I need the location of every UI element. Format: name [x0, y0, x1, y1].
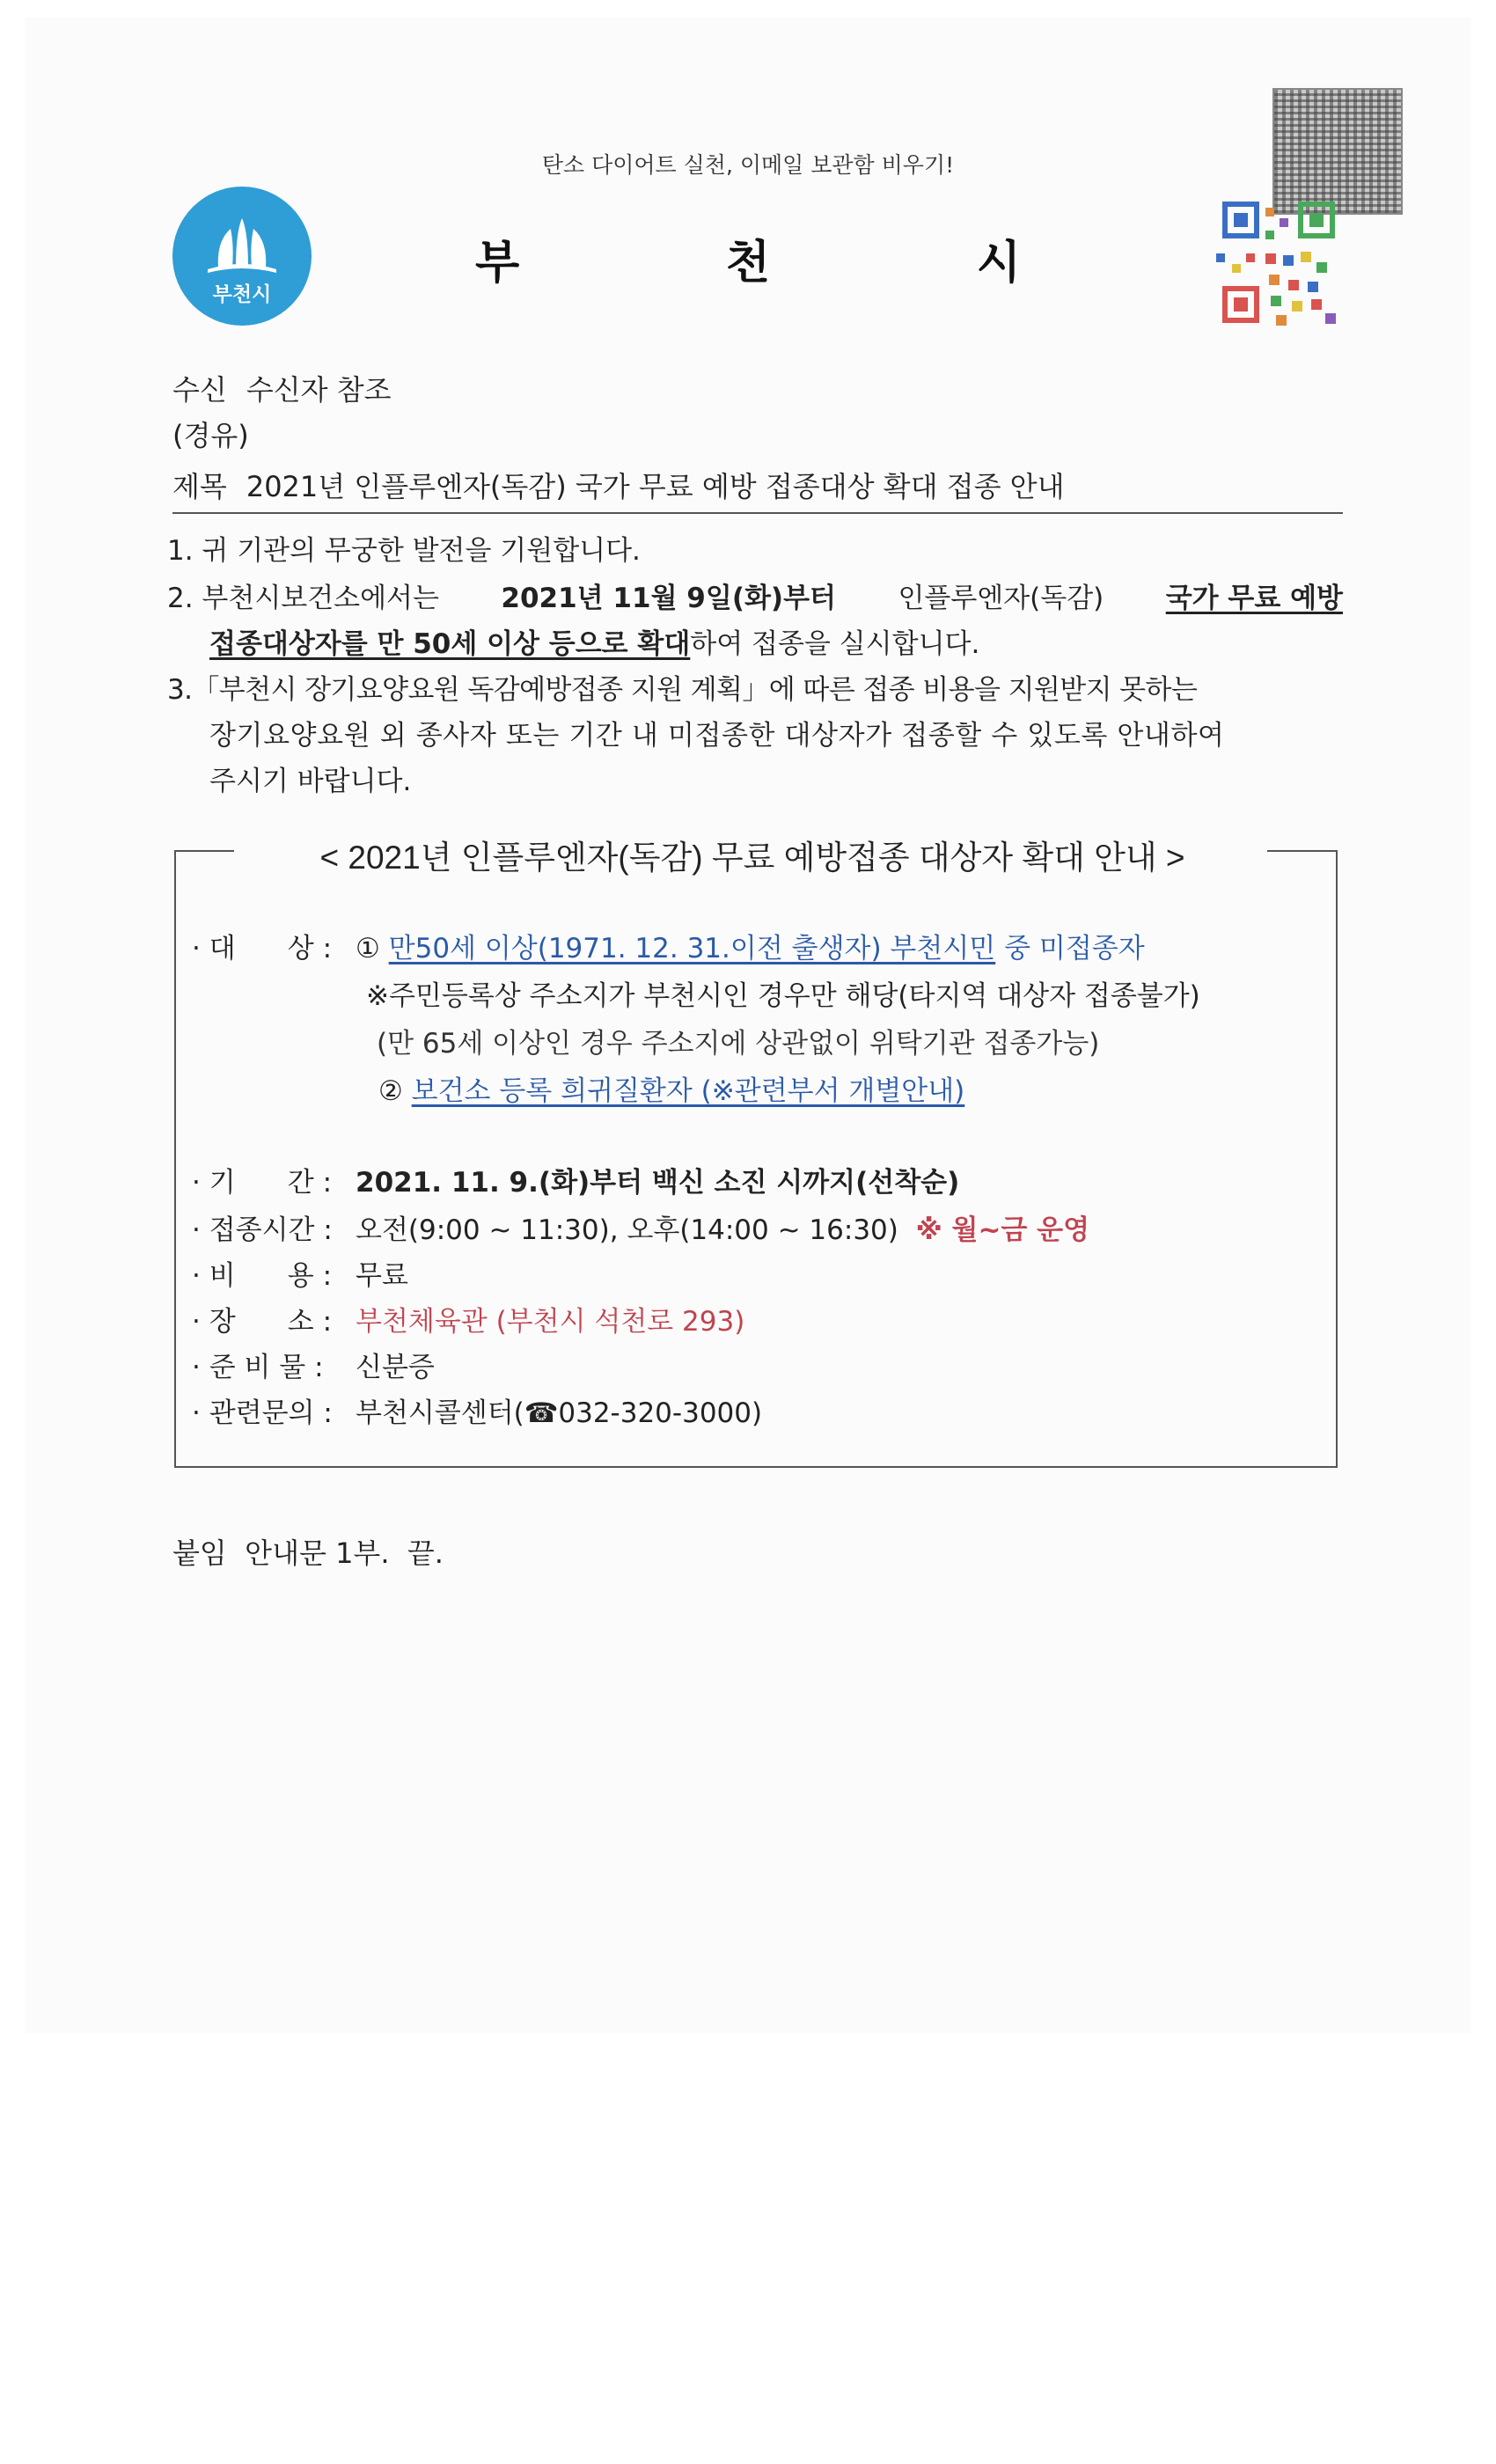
attachment-line: 붙임 안내문 1부. 끝.	[172, 1536, 444, 1570]
p2-date: 2021년 11월 9일(화)부터	[501, 583, 836, 614]
items-value: 신분증	[356, 1352, 435, 1383]
cost-key: · 비 용 :	[192, 1260, 333, 1292]
paragraph-3-line-1: 3.「부천시 장기요양요원 독감예방접종 지원 계획」에 따른 접종 비용을 지원받지 못하는	[167, 674, 1198, 706]
notice-box-title: < 2021년 인플루엔자(독감) 무료 예방접종 대상자 확대 안내 >	[319, 840, 1185, 876]
p2-end: 하여 접종을 실시합니다.	[690, 628, 980, 660]
place-value: 부천체육관 (부천시 석천로 293)	[356, 1306, 745, 1338]
via-label: (경유)	[172, 419, 249, 452]
period-row	[192, 1160, 959, 1199]
p2-highlight-b: 접종대상자를 만 50세 이상 등으로 확대	[209, 628, 691, 660]
slogan: 탄소 다이어트 실천, 이메일 보관함 비우기!	[541, 152, 955, 178]
target-2-link: 보건소 등록 희귀질환자 (※관련부서 개별안내)	[411, 1075, 965, 1107]
organization-title	[475, 227, 1021, 289]
target-1-note: ※주민등록상 주소지가 부천시인 경우만 해당(타지역 대상자 접종불가)	[366, 980, 1200, 1012]
org-char: 천	[725, 236, 771, 290]
bucheon-logo	[172, 187, 312, 326]
notice-box-top-left	[174, 850, 234, 852]
period-key: · 기 간 :	[192, 1167, 333, 1199]
qr-code-icon	[1272, 88, 1403, 215]
org-char: 시	[976, 236, 1021, 290]
city-brand-qr-icon	[1213, 201, 1345, 333]
hours-note: ※ 월~금 운영	[915, 1214, 1090, 1246]
recipient-value: 수신자 참조	[246, 373, 392, 407]
notice-box-top-right	[1267, 850, 1336, 852]
contact-key: · 관련문의 :	[192, 1397, 333, 1429]
subject-row	[172, 465, 1065, 505]
target-1-link: 만50세 이상(1971. 12. 31.이전 출생자) 부천시민	[388, 933, 996, 964]
hours-value: 오전(9:00 ~ 11:30), 오후(14:00 ~ 16:30)	[356, 1214, 898, 1246]
subject-label: 제목	[172, 470, 227, 503]
target-2-num: ②	[378, 1075, 403, 1107]
contact-value: 부천시콜센터(☎032-320-3000)	[356, 1397, 763, 1429]
subject-value: 2021년 인플루엔자(독감) 국가 무료 예방 접종대상 확대 접종 안내	[246, 470, 1065, 503]
header-divider	[172, 512, 1343, 514]
recipient-row	[172, 368, 392, 408]
paragraph-1: 1. 귀 기관의 무궁한 발전을 기원합니다.	[167, 535, 641, 567]
period-value: 2021. 11. 9.(화)부터 백신 소진 시까지(선착순)	[356, 1167, 960, 1199]
cost-value: 무료	[356, 1260, 408, 1292]
org-char: 부	[475, 236, 520, 290]
target-1-rest: 중 미접종자	[1004, 933, 1145, 964]
hours-key: · 접종시간 :	[192, 1214, 333, 1246]
paragraph-2-line-1	[167, 576, 1343, 615]
target-1-num: ①	[356, 933, 380, 964]
cost-row	[192, 1253, 408, 1293]
recipient-label: 수신	[172, 373, 227, 407]
target-row-2	[378, 1068, 964, 1108]
place-row	[192, 1299, 744, 1338]
contact-row	[192, 1390, 762, 1430]
paragraph-3-line-3: 주시기 바랍니다.	[209, 766, 412, 797]
p2-prefix: 2. 부천시보건소에서는	[167, 583, 439, 614]
paragraph-2-line-2	[209, 621, 979, 661]
logo-text: 부천시	[212, 283, 272, 306]
via-row	[172, 414, 249, 454]
items-row	[192, 1345, 435, 1384]
p2-mid: 인플루엔자(독감)	[898, 583, 1104, 614]
hours-row	[192, 1207, 1089, 1247]
items-key: · 준 비 물 :	[192, 1352, 324, 1383]
paragraph-3-line-2: 장기요양요원 외 종사자 또는 기간 내 미접종한 대상자가 접종할 수 있도록 안내하여	[209, 720, 1225, 752]
p2-highlight-a: 국가 무료 예방	[1165, 583, 1343, 614]
target-1-sub: (만 65세 이상인 경우 주소지에 상관없이 위탁기관 접종가능)	[377, 1028, 1100, 1060]
target-row-1	[192, 926, 1145, 965]
target-key: · 대 상 :	[192, 933, 333, 964]
place-key: · 장 소 :	[192, 1306, 333, 1338]
